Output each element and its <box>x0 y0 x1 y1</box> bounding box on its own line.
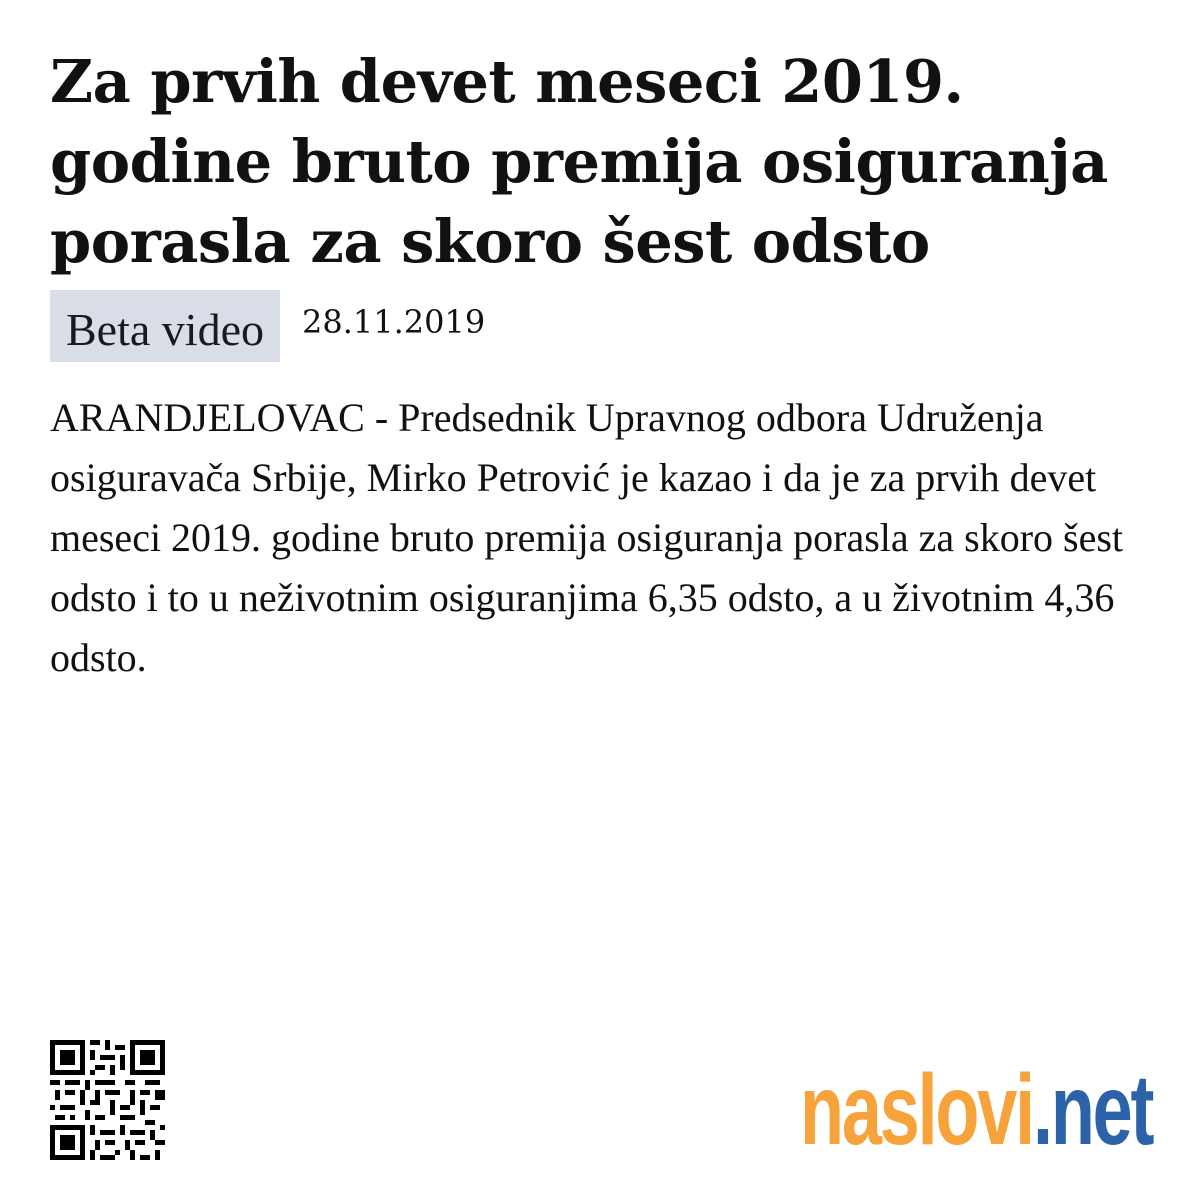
article-date: 28.11.2019 <box>302 303 486 341</box>
naslovi-logo[interactable] <box>800 1050 1153 1170</box>
source-badge[interactable]: Beta video <box>50 290 280 362</box>
logo-net-text: .net <box>1032 1054 1153 1166</box>
logo-naslovi-text: naslovi <box>800 1054 1033 1166</box>
article-meta <box>50 290 485 362</box>
qr-code-icon <box>50 1040 165 1160</box>
article-body: ARANDJELOVAC - Predsednik Upravnog odbora Udruženja osiguravača Srbije, Mirko Petrović je kazao i da je za prvih devet meseci 2019. godine bruto premija osiguranja porasla za skoro šest odsto i to u neživotnim osiguranjima 6,35 odsto, a u životnim 4,36 odsto. <box>50 395 1124 680</box>
article-headline: Za prvih devet meseci 2019. godine bruto premija osiguranja porasla za skoro šest odsto <box>50 47 1108 276</box>
